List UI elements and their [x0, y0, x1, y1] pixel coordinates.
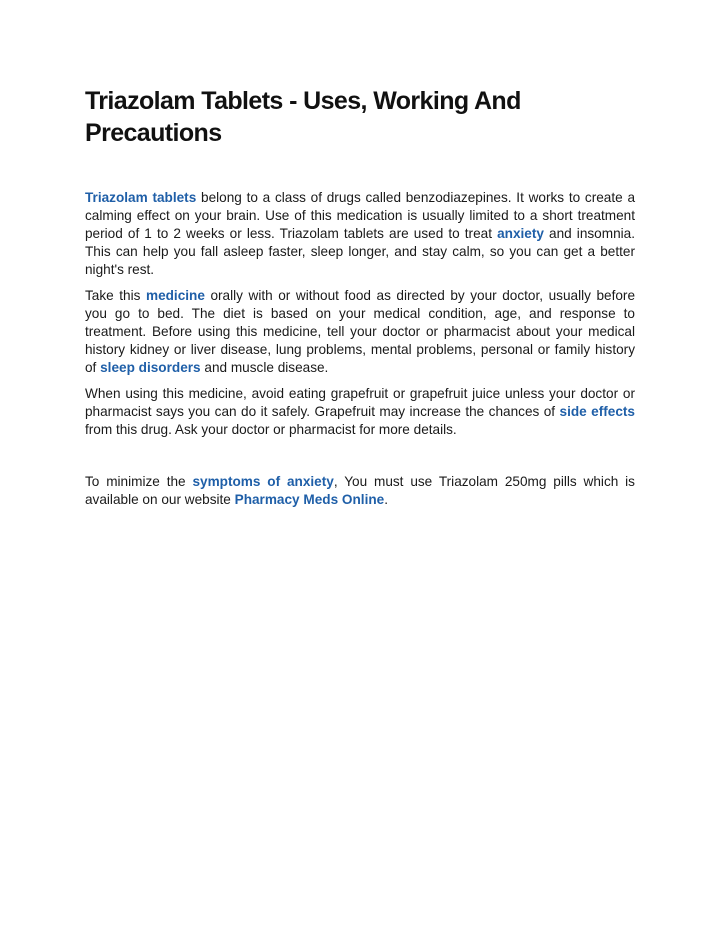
link-triazolam-tablets[interactable]: Triazolam tablets [85, 190, 197, 205]
paragraph-intro [85, 189, 635, 279]
paragraph-usage [85, 287, 635, 377]
paragraph-text: orally with or without food as directed by your doctor, usually before you go to bed. The diet is based on your medical condition, age, and response to treatment. Before using this medicine, tell your doctor or pharmacist about your medical history kidney or liver disease, lung problems, mental problems, personal or family history of [85, 288, 636, 375]
link-medicine[interactable]: medicine [145, 288, 205, 303]
document-page [85, 85, 635, 517]
paragraph-closing [85, 473, 635, 509]
paragraph-text: , You must use Triazolam 250mg pills which is available on our website [85, 474, 635, 507]
paragraph-text: When using this medicine, avoid eating grapefruit or grapefruit juice unless your doctor or pharmacist says you can do it safely. Grapefruit may increase the chances of [85, 386, 635, 419]
paragraph-precautions [85, 385, 635, 439]
link-pharmacy-meds-online[interactable]: Pharmacy Meds Online [234, 492, 385, 507]
paragraph-text: belong to a class of drugs called benzodiazepines. It works to create a calming effect on your brain. Use of this medication is usually limited to a short treatment period of 1 to 2 weeks or less. Triazolam tablets are used to treat [85, 190, 636, 241]
paragraph-text: and muscle disease. [200, 360, 329, 375]
paragraph-text: and insomnia. This can help you fall asleep faster, sleep longer, and stay calm, so you can get a better night's rest. [85, 226, 635, 277]
paragraph-text: Take this [85, 288, 146, 303]
page-title: Triazolam Tablets - Uses, Working And Precautions [85, 87, 521, 147]
link-symptoms-of-anxiety[interactable]: symptoms of anxiety [192, 474, 334, 489]
link-sleep-disorders[interactable]: sleep disorders [100, 360, 201, 375]
paragraph-text: To minimize the [85, 474, 193, 489]
paragraph-text: . [384, 492, 388, 507]
paragraph-text: from this drug. Ask your doctor or pharmacist for more details. [85, 422, 457, 437]
link-anxiety[interactable]: anxiety [497, 226, 544, 241]
link-side-effects[interactable]: side effects [559, 404, 635, 419]
document-body [85, 189, 635, 509]
